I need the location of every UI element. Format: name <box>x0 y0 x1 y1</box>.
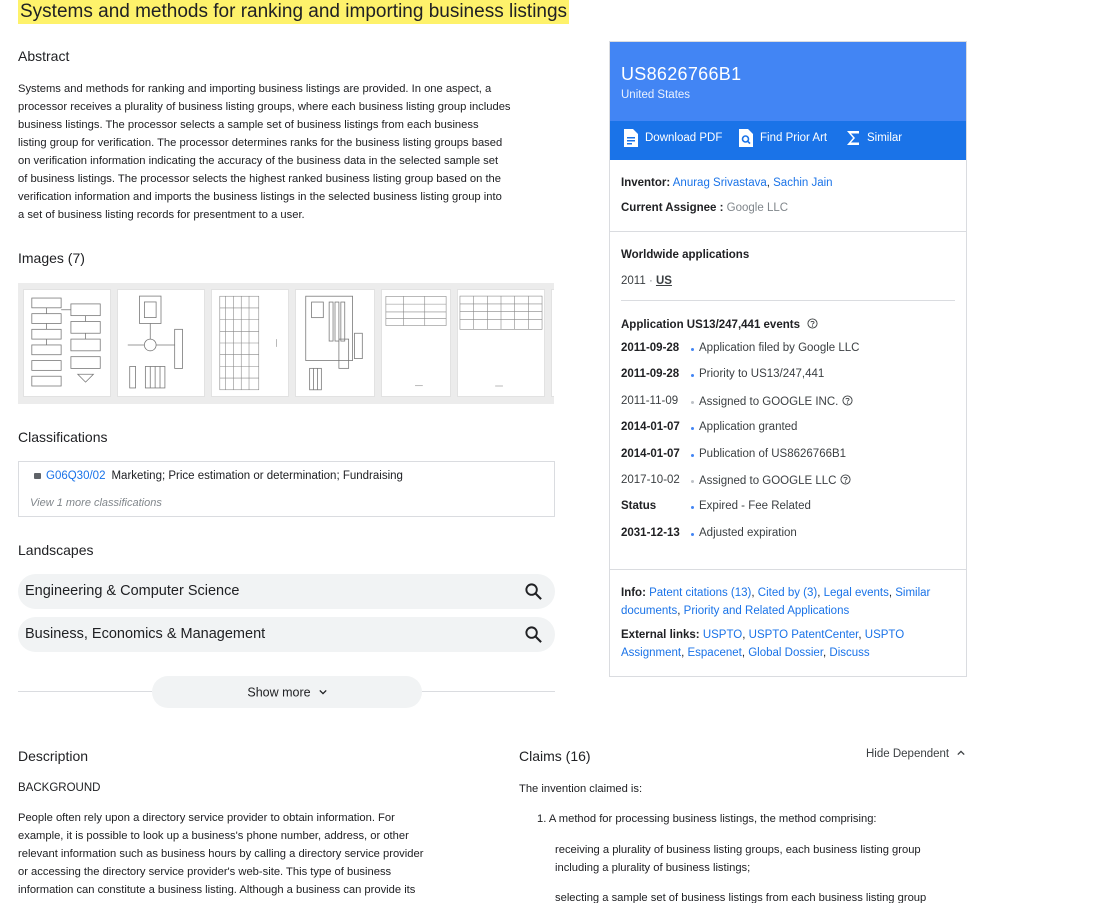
event-dot <box>691 427 694 430</box>
similar-label: Similar <box>867 132 903 144</box>
assignee-row: Current Assignee : Google LLC <box>621 202 789 214</box>
description-line: People often rely upon a directory service provider to obtain information. For <box>18 812 395 824</box>
publication-country: United States <box>621 89 691 101</box>
event-label: Expired - Fee Related <box>699 500 811 512</box>
event-dot <box>691 480 694 483</box>
event-dot <box>691 533 694 536</box>
info-link[interactable]: Cited by (3) <box>757 587 818 599</box>
show-more-label: Show more <box>247 685 311 700</box>
prior-art-icon <box>738 128 754 148</box>
claim-step-line: including a plurality of business listings; <box>555 862 751 874</box>
event-dot <box>691 454 694 457</box>
info-link[interactable]: Priority and Related Applications <box>683 605 850 617</box>
external-link[interactable]: USPTO <box>702 629 743 641</box>
divider <box>610 569 966 570</box>
claim-1: 1. A method for processing business listings, the method comprising: <box>537 813 877 825</box>
inventor-link[interactable]: Anurag Srivastava <box>672 177 767 189</box>
event-date: 2011-09-28 <box>621 368 680 380</box>
assignee-value: Google LLC <box>726 202 789 214</box>
event-date: 2031-12-13 <box>621 527 680 539</box>
abstract-line: processor receives a plurality of business listing groups, where each business listing group includes <box>18 101 511 113</box>
chevron-up-icon <box>957 749 965 757</box>
chevron-down-icon <box>319 688 327 696</box>
thumbnail-system[interactable] <box>295 289 375 397</box>
abstract-line: of business listings. The processor selects the highest ranked business listing group based on the <box>18 173 502 185</box>
worldwide-row: 2011 · US <box>621 275 672 287</box>
info-link[interactable]: Legal events <box>823 587 889 599</box>
view-more-classifications-link[interactable]: View 1 more classifications <box>30 497 162 509</box>
download-pdf-button[interactable] <box>645 132 722 144</box>
external-link[interactable]: Global Dossier <box>748 647 824 659</box>
info-link[interactable]: Similar documents <box>621 587 931 617</box>
thumbnail-form[interactable] <box>381 289 451 397</box>
event-text <box>699 448 846 460</box>
abstract-line: on verification information indicating the accuracy of the business data in the selected sample set <box>18 155 499 167</box>
external-link[interactable]: USPTO PatentCenter <box>748 629 859 641</box>
abstract-line: listing group for verification. The processor determines ranks for the business listing groups based <box>18 137 503 149</box>
description-heading: Description <box>18 748 89 764</box>
description-text <box>18 809 454 899</box>
search-icon[interactable] <box>524 582 543 601</box>
event-dot <box>691 401 694 404</box>
thumbnail-grid[interactable] <box>457 289 545 397</box>
download-pdf-label: Download PDF <box>645 132 723 144</box>
assignee-label: Current Assignee <box>621 202 717 214</box>
event-date: 2011-11-09 <box>621 395 679 407</box>
event-text <box>699 368 824 380</box>
abstract-line: business listings. The processor selects a sample set of business listings from each business <box>18 119 479 131</box>
event-date: 2017-10-02 <box>621 474 680 486</box>
worldwide-label: Worldwide applications <box>621 249 750 261</box>
description-line: relevant information such as business hours by calling a directory service provider <box>18 848 424 860</box>
event-label: Application filed by Google LLC <box>699 342 860 354</box>
publication-number: US8626766B1 <box>621 64 742 84</box>
event-label: Application granted <box>699 421 798 433</box>
divider <box>610 231 966 232</box>
thumbnail-partial[interactable] <box>551 289 554 397</box>
help-icon[interactable] <box>807 318 818 329</box>
claims-heading: Claims (16) <box>519 748 591 764</box>
event-label: Assigned to GOOGLE LLC <box>699 475 837 487</box>
show-more-button[interactable] <box>152 676 422 708</box>
thumbnail-diagram[interactable] <box>117 289 205 397</box>
event-date: 2011-09-28 <box>621 342 680 354</box>
classifications-box <box>18 461 555 517</box>
event-label: Assigned to GOOGLE INC. <box>699 396 839 408</box>
landscapes-heading: Landscapes <box>18 542 94 558</box>
claim-step-line: receiving a plurality of business listing groups, each business listing group <box>555 844 921 856</box>
claim-step <box>555 841 955 877</box>
event-date: Status <box>621 500 657 512</box>
event-text <box>699 474 851 487</box>
similar-button[interactable] <box>867 132 902 144</box>
help-icon[interactable] <box>840 474 851 485</box>
event-label: Publication of US8626766B1 <box>699 448 847 460</box>
thumbnail-flowchart[interactable] <box>23 289 111 397</box>
images-heading: Images (7) <box>18 250 85 266</box>
classifications-heading: Classifications <box>18 429 108 445</box>
description-line: information can constitute a business listing. Although a business can provide its <box>18 884 416 896</box>
divider <box>621 300 955 301</box>
event-label: Priority to US13/247,441 <box>699 368 825 380</box>
description-line: example, it is possible to look up a business's phone number, address, or other <box>18 830 409 842</box>
abstract-line: verification information and imports the business listings in the selected business listing group into <box>18 191 502 203</box>
event-dot <box>691 374 694 377</box>
abstract-heading: Abstract <box>18 48 70 64</box>
info-link[interactable]: Patent citations (13) <box>649 587 752 599</box>
events-label: Application US13/247,441 events <box>621 319 800 331</box>
claims-intro: The invention claimed is: <box>519 783 643 795</box>
external-link[interactable]: Discuss <box>829 647 870 659</box>
event-dot <box>691 348 694 351</box>
classification-description: Marketing; Price estimation or determination; Fundraising <box>111 470 403 482</box>
divider <box>18 691 152 692</box>
event-text <box>699 395 853 408</box>
pdf-icon <box>623 128 639 148</box>
inventor-link[interactable]: Sachin Jain <box>773 177 833 189</box>
landscape-label: Business, Economics & Management <box>25 626 266 642</box>
info-row: Info: Patent citations (13), Cited by (3), Legal events, Similar documents, Priority and Related Applications <box>621 587 931 617</box>
card-header <box>610 42 966 121</box>
worldwide-country-link[interactable]: US <box>655 275 672 287</box>
inventor-label: Inventor: <box>621 177 671 189</box>
find-prior-art-label: Find Prior Art <box>760 132 828 144</box>
abstract-text <box>18 80 540 224</box>
event-text <box>699 342 859 354</box>
worldwide-year: 2011 <box>621 275 646 287</box>
event-dot <box>691 506 694 509</box>
external-links-row: External links: USPTO, USPTO PatentCenter, USPTO Assignment, Espacenet, Global Dossier, Discuss <box>621 629 905 659</box>
event-text <box>699 421 797 433</box>
hide-dependent-label: Hide Dependent <box>866 748 950 760</box>
external-link[interactable]: Espacenet <box>687 647 742 659</box>
find-prior-art-button[interactable] <box>760 132 827 144</box>
abstract-line: Systems and methods for ranking and importing business listings are provided. In one aspect, a <box>18 83 492 95</box>
background-heading: BACKGROUND <box>18 782 101 794</box>
patent-title: Systems and methods for ranking and importing business listings <box>20 1 568 22</box>
classification-code-link[interactable]: G06Q30/02 <box>46 470 106 482</box>
events-label-row <box>621 318 818 331</box>
bullet-icon <box>34 473 41 479</box>
card-actions <box>610 121 966 160</box>
divider <box>422 691 555 692</box>
inventor-row: Inventor: Anurag Srivastava, Sachin Jain <box>621 177 833 189</box>
event-text <box>699 500 811 512</box>
event-date: 2014-01-07 <box>621 448 680 460</box>
description-line: or accessing the directory service provider's web-site. This type of business <box>18 866 392 878</box>
landscape-item[interactable] <box>18 574 555 609</box>
event-label: Adjusted expiration <box>699 527 797 539</box>
external-link[interactable]: USPTO Assignment <box>621 629 905 659</box>
event-text <box>699 527 797 539</box>
landscape-label: Engineering & Computer Science <box>25 583 240 599</box>
claim-step: selecting a sample set of business listings from each business listing group <box>555 892 927 903</box>
images-strip[interactable] <box>18 283 554 404</box>
hide-dependent-button[interactable] <box>866 748 965 760</box>
event-date: 2014-01-07 <box>621 421 680 433</box>
patent-info-card <box>609 41 967 677</box>
search-icon[interactable] <box>524 625 543 644</box>
similar-icon <box>845 128 861 148</box>
thumbnail-table[interactable] <box>211 289 289 397</box>
classification-row <box>34 470 403 482</box>
help-icon[interactable] <box>842 395 853 406</box>
landscape-item[interactable] <box>18 617 555 652</box>
abstract-line: a set of business listing records for presentment to a user. <box>18 209 305 221</box>
